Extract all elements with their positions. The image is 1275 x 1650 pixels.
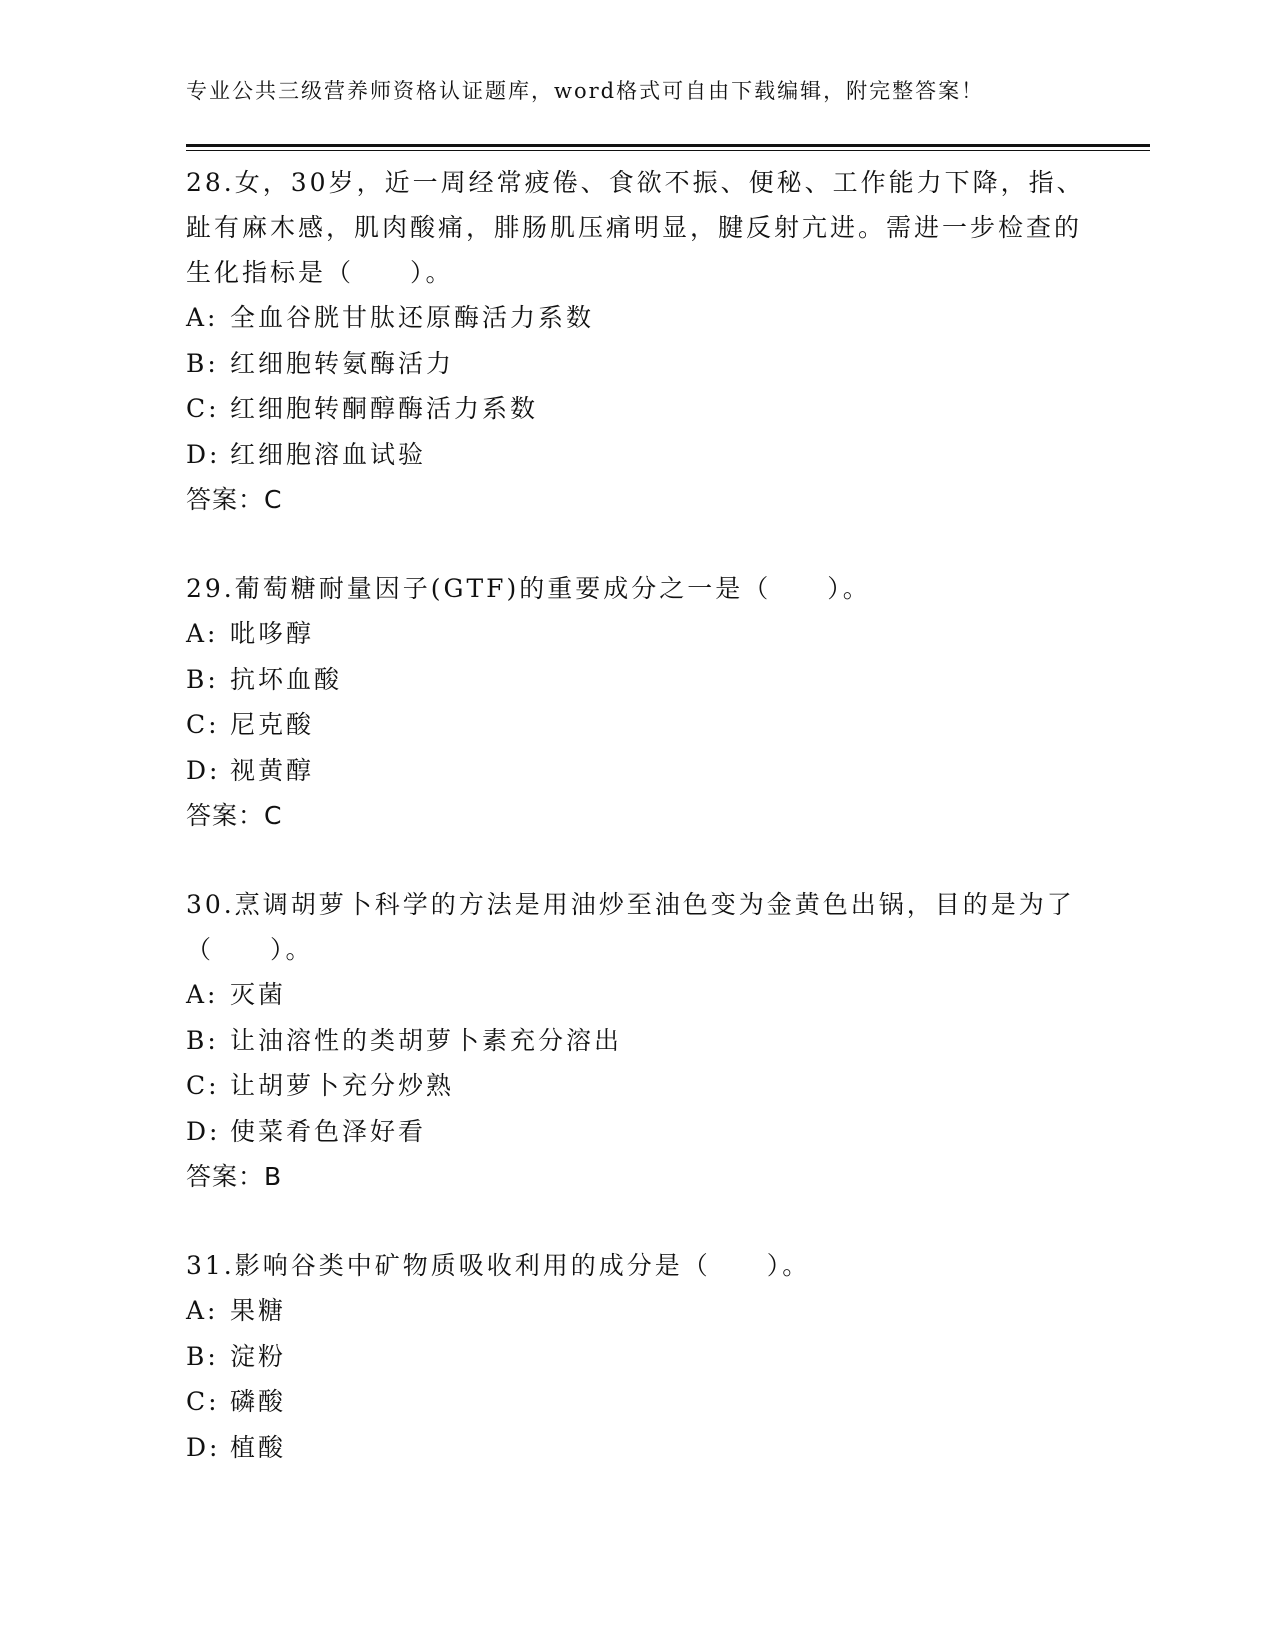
- answer-line: 答案：B: [186, 1162, 283, 1191]
- option-text: 全血谷胱甘肽还原酶活力系数: [230, 303, 595, 332]
- answer-line: 答案：C: [186, 801, 283, 830]
- answer-line: 答案：C: [186, 485, 283, 514]
- option-letter: D:: [186, 1432, 221, 1462]
- question-list: [186, 160, 1086, 1514]
- option-letter: C:: [186, 710, 220, 739]
- option-text: 视黄醇: [230, 755, 315, 785]
- option-letter: A:: [186, 619, 219, 648]
- option-letter: D:: [186, 1116, 221, 1146]
- option-text: 让胡萝卜充分炒熟: [230, 1071, 455, 1100]
- option-a: [186, 295, 1086, 341]
- option-text: 植酸: [230, 1432, 287, 1462]
- question-stem: 30.烹调胡萝卜科学的方法是用油炒至油色变为金黄色出锅，目的是为了（ ）。: [186, 890, 1075, 964]
- option-b: [186, 1018, 1086, 1064]
- option-d: [186, 748, 1086, 794]
- option-letter: D:: [186, 439, 221, 469]
- option-letter: C:: [186, 1387, 220, 1416]
- option-text: 使菜肴色泽好看: [230, 1116, 427, 1146]
- option-text: 淀粉: [230, 1341, 287, 1371]
- question-28: [186, 160, 1086, 522]
- option-text: 磷酸: [230, 1387, 287, 1416]
- option-letter: A:: [186, 303, 219, 332]
- option-text: 红细胞溶血试验: [230, 439, 427, 469]
- option-c: [186, 1063, 1086, 1109]
- header-rule-thin: [186, 150, 1150, 151]
- option-text: 抗坏血酸: [230, 664, 343, 694]
- option-text: 红细胞转氨酶活力: [230, 348, 455, 378]
- option-letter: B:: [186, 664, 219, 694]
- question-30: [186, 882, 1086, 1199]
- option-text: 果糖: [230, 1296, 287, 1325]
- option-text: 尼克酸: [230, 710, 315, 739]
- option-b: [186, 341, 1086, 387]
- question-31: [186, 1243, 1086, 1470]
- option-c: [186, 1379, 1086, 1425]
- option-b: [186, 657, 1086, 703]
- option-letter: B:: [186, 1025, 219, 1055]
- option-letter: A:: [186, 980, 219, 1009]
- option-c: [186, 702, 1086, 748]
- option-d: [186, 432, 1086, 478]
- question-stem: 28.女，30岁，近一周经常疲倦、食欲不振、便秘、工作能力下降，指、趾有麻木感，肌肉酸痛，腓肠肌压痛明显，腱反射亢进。需进一步检查的生化指标是（ ）。: [186, 168, 1085, 287]
- option-letter: B:: [186, 1341, 219, 1371]
- option-letter: A:: [186, 1296, 219, 1325]
- header-rule-thick: [186, 144, 1150, 147]
- option-a: [186, 1288, 1086, 1334]
- option-d: [186, 1109, 1086, 1155]
- option-text: 红细胞转酮醇酶活力系数: [230, 394, 539, 423]
- option-letter: B:: [186, 348, 219, 378]
- option-a: [186, 611, 1086, 657]
- option-b: [186, 1334, 1086, 1380]
- question-stem: 29.葡萄糖耐量因子(GTF)的重要成分之一是（ ）。: [186, 574, 871, 603]
- option-c: [186, 386, 1086, 432]
- option-text: 灭菌: [230, 980, 287, 1009]
- option-text: 让油溶性的类胡萝卜素充分溶出: [230, 1025, 623, 1055]
- option-text: 吡哆醇: [230, 619, 315, 648]
- option-d: [186, 1425, 1086, 1471]
- option-a: [186, 972, 1086, 1018]
- page-header: 专业公共三级营养师资格认证题库，word格式可自由下载编辑，附完整答案！: [186, 79, 985, 103]
- option-letter: C:: [186, 394, 220, 423]
- option-letter: C:: [186, 1071, 220, 1100]
- option-letter: D:: [186, 755, 221, 785]
- question-stem: 31.影响谷类中矿物质吸收利用的成分是（ ）。: [186, 1251, 811, 1280]
- question-29: [186, 566, 1086, 838]
